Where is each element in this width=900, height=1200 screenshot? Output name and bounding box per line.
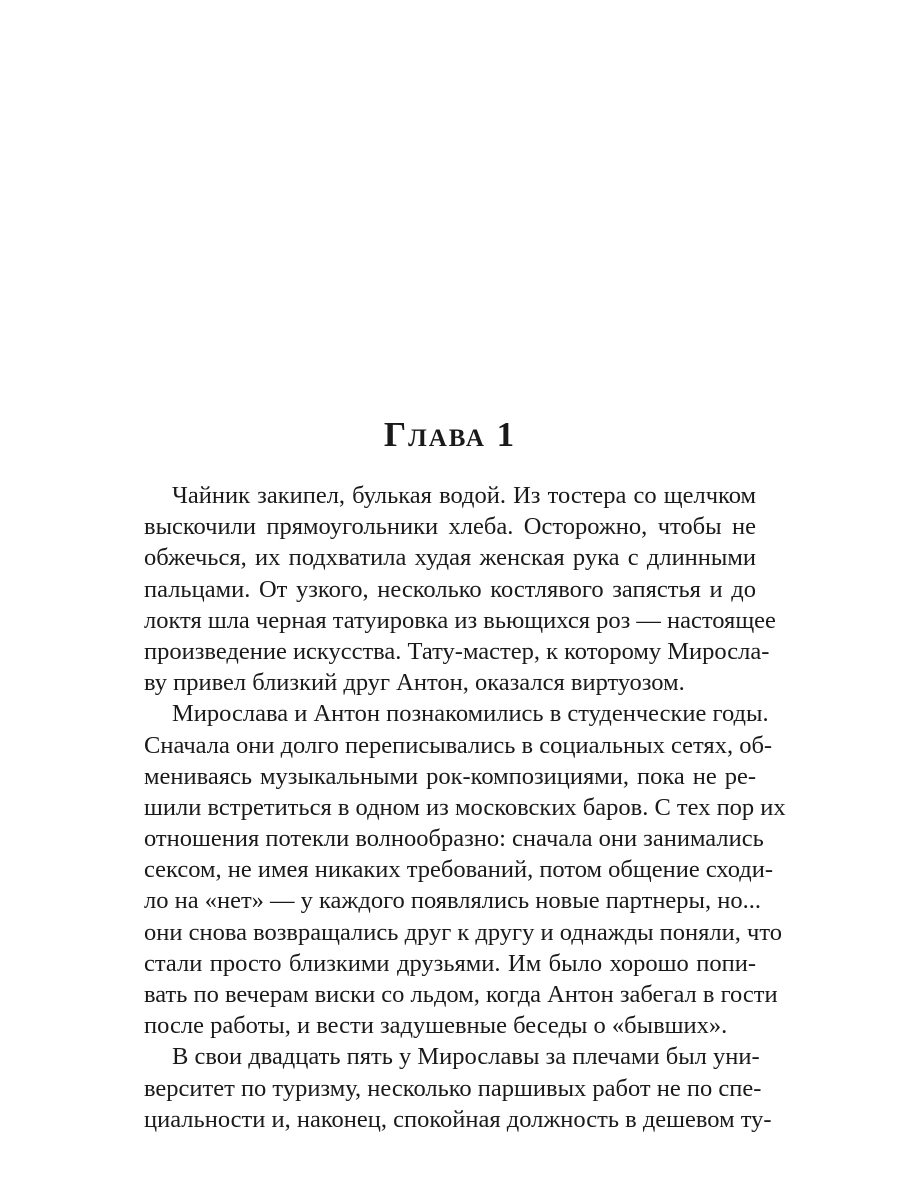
text-line: после работы, и вести задушевные беседы о «бывших». xyxy=(144,1012,728,1040)
text-line: произведение искусства. Тату-мастер, к которому Миросла- xyxy=(144,637,770,665)
chapter-title: Глава 1 xyxy=(383,415,517,454)
text-line: они снова возвращались друг к другу и однажды поняли, что xyxy=(144,918,782,946)
text-line: верситет по туризму, несколько паршивых работ не по спе- xyxy=(144,1074,762,1102)
text-line: отношения потекли волнообразно: сначала они занимались xyxy=(144,825,764,853)
text-line: ву привел близкий друг Антон, оказался виртуозом. xyxy=(144,669,685,697)
text-line: Чайник закипел, булькая водой. Из тостера со щелчком xyxy=(172,482,756,509)
text-line: сексом, не имея никаких требований, потом общение сходи- xyxy=(144,856,773,884)
text-line: обжечься, их подхватила худая женская рука с длинными xyxy=(144,544,756,572)
text-line: циальности и, наконец, спокойная должность в дешевом ту- xyxy=(144,1105,772,1133)
text-line: выскочили прямоугольники хлеба. Осторожно, чтобы не xyxy=(144,513,756,541)
text-line: ло на «нет» — у каждого появлялись новые партнеры, но... xyxy=(144,887,761,915)
text-line: пальцами. От узкого, несколько костлявого запястья и до xyxy=(144,575,756,603)
text-line: вать по вечерам виски со льдом, когда Антон забегал в гости xyxy=(144,981,778,1008)
text-line: Мирослава и Антон познакомились в студенческие годы. xyxy=(172,700,769,728)
text-line: локтя шла черная татуировка из вьющихся роз — настоящее xyxy=(144,606,776,634)
text-line: мениваясь музыкальными рок-композициями, пока не ре- xyxy=(144,762,756,790)
chapter-body xyxy=(144,480,786,1135)
text-line: Сначала они долго переписывались в социальных сетях, об- xyxy=(144,731,773,759)
text-line: шили встретиться в одном из московских баров. С тех пор их xyxy=(144,793,786,821)
text-line: стали просто близкими друзьями. Им было хорошо попи- xyxy=(144,949,756,977)
text-line: В свои двадцать пять у Мирославы за плечами был уни- xyxy=(172,1043,760,1071)
